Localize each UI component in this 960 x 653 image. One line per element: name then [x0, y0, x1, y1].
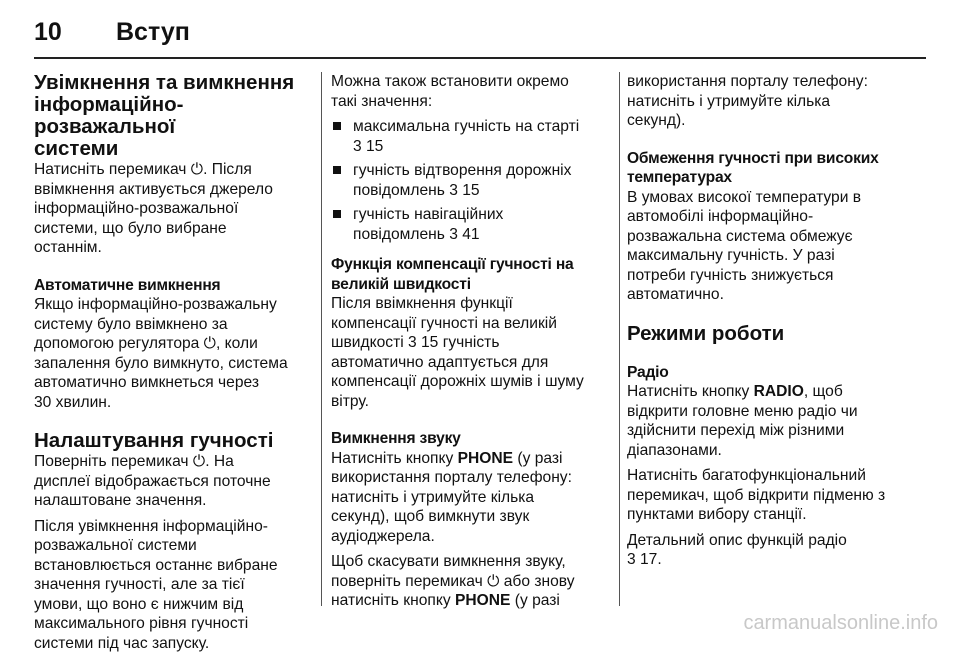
paragraph-auto-off: Якщо інформаційно-розважальну систему було ввімкнено за допомогою регулятора ⏻, коли запалення було вимкнуто, система автоматично вимкнеться через 30 хвилин.: [34, 295, 324, 412]
paragraph-mute: Натисніть кнопку PHONE (у разі використання порталу телефону: натисніть і утримуйте кілька секунд), щоб вимкнути звук аудіоджерела.: [331, 449, 616, 547]
paragraph-multifunction: Натисніть багатофункціональний перемикач, щоб відкрити підменю з пунктами вибору станції.: [627, 466, 927, 525]
radio-button-label: RADIO: [754, 383, 804, 400]
column-3: [627, 72, 927, 570]
paragraph-radio-details: Детальний опис функцій радіо 3 17.: [627, 531, 927, 570]
column-1: [34, 72, 324, 653]
paragraph-also-set: Можна також встановити окремо такі значення:: [331, 72, 616, 111]
bullet-marker: [333, 122, 341, 130]
phone-button-label: PHONE: [455, 592, 510, 609]
heading-modes: Режими роботи: [627, 323, 927, 345]
page-title: Вступ: [116, 18, 190, 47]
header-rule: [34, 57, 926, 59]
paragraph-high-temp: В умовах високої температури в автомобілі інформаційно- розважальна система обмежує максимальну гучність. У разі потреби гучність знижується автоматично.: [627, 188, 927, 305]
watermark: carmanualsonline.info: [743, 612, 938, 635]
heading-auto-off: Автоматичне вимкнення: [34, 276, 324, 296]
list-item: гучність відтворення дорожніх повідомлень 3 15: [331, 161, 616, 200]
heading-mute: Вимкнення звуку: [331, 429, 616, 449]
page-number: 10: [34, 18, 62, 47]
paragraph-continued: використання порталу телефону: натисніть і утримуйте кілька секунд).: [627, 72, 927, 131]
paragraph-volume: Поверніть перемикач ⏻. На дисплеї відображається поточне налаштоване значення.: [34, 452, 324, 511]
heading-high-temp: Обмеження гучності при високих температурах: [627, 149, 927, 188]
column-divider-2: [619, 72, 620, 606]
heading-volume: Налаштування гучності: [34, 430, 324, 452]
list-item: гучність навігаційних повідомлень 3 41: [331, 205, 616, 244]
column-2: [331, 72, 616, 611]
heading-speed-compensation: Функція компенсації гучності на великій швидкості: [331, 255, 616, 294]
paragraph-radio: Натисніть кнопку RADIO, щоб відкрити головне меню радіо чи здійснити перехід між різними діапазонами.: [627, 382, 927, 460]
phone-button-label: PHONE: [458, 450, 513, 467]
bullet-marker: [333, 210, 341, 218]
paragraph-volume-startup: Після увімкнення інформаційно- розважальної системи встановлюється останнє вибране значення гучності, але за тієї умови, що воно є нижчим від максимального рівня гучності системи під час запуску.: [34, 517, 324, 653]
paragraph-cancel-mute: Щоб скасувати вимкнення звуку, поверніть перемикач ⏻ або знову натисніть кнопку PHONE (у разі: [331, 552, 616, 611]
list-item: максимальна гучність на старті 3 15: [331, 117, 616, 156]
paragraph-speed-compensation: Після ввімкнення функції компенсації гучності на великій швидкості 3 15 гучність автоматично адаптується для компенсації дорожніх шумів і шуму вітру.: [331, 294, 616, 411]
heading-on-off: Увімкнення та вимкнення інформаційно-розважальної системи: [34, 72, 324, 160]
paragraph-on-off: Натисніть перемикач ⏻. Після ввімкнення активується джерело інформаційно-розважальної системи, що було вибране останнім.: [34, 160, 324, 258]
bullet-marker: [333, 166, 341, 174]
page-header: [0, 0, 960, 58]
volume-settings-list: [331, 117, 616, 244]
heading-radio: Радіо: [627, 363, 927, 383]
